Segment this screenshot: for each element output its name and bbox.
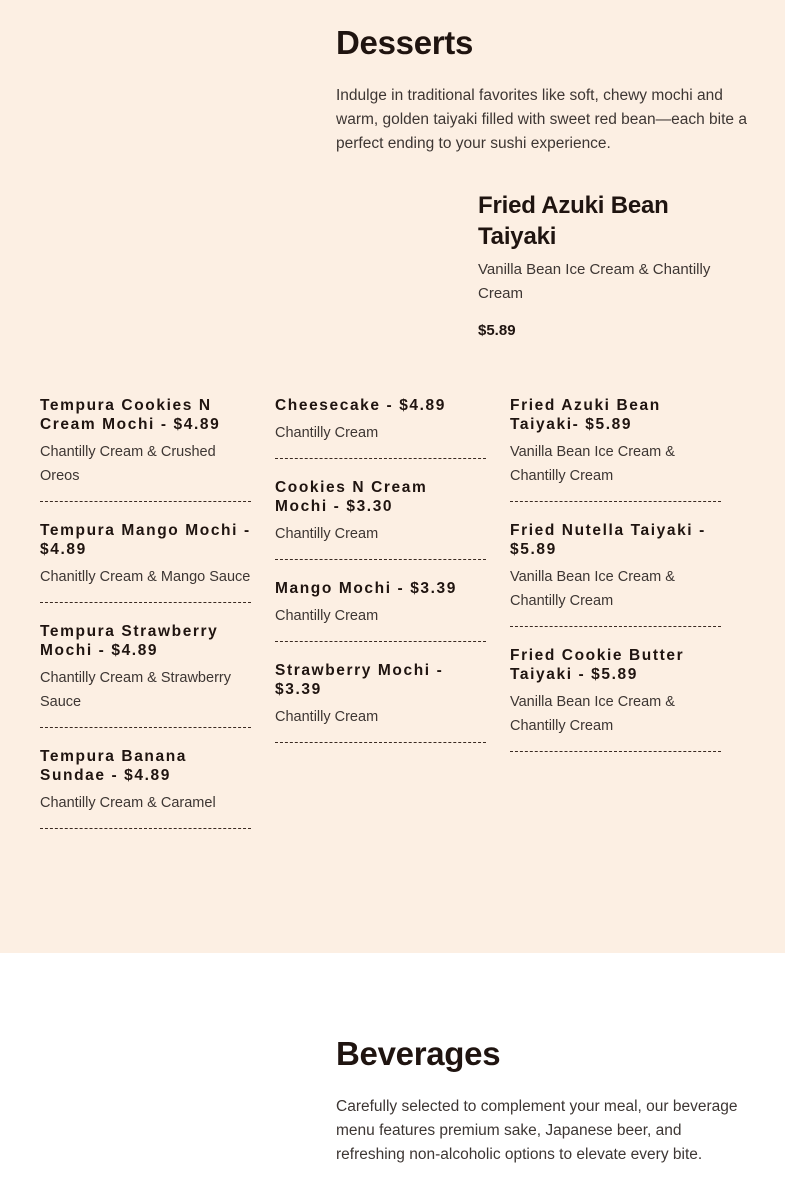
- menu-item-name: Mango Mochi - $3.39: [275, 580, 457, 597]
- beverages-intro: Carefully selected to complement your meal, our beverage menu features premium sake, Japanese beer, and refreshing non-alcoholic options to elevate every bite.: [336, 1098, 738, 1163]
- menu-item-name: Cheesecake - $4.89: [275, 397, 446, 414]
- desserts-intro: Indulge in traditional favorites like soft, chewy mochi and warm, golden taiyaki filled with sweet red bean—each bite a perfect ending to your sushi experience.: [336, 87, 747, 152]
- menu-item-name: Fried Azuki Bean Taiyaki- $5.89: [510, 397, 661, 433]
- menu-item-description: Chantilly Cream: [275, 608, 379, 624]
- menu-item-description: Vanilla Bean Ice Cream & Chantilly Cream: [510, 444, 675, 484]
- beverages-section: [0, 953, 785, 1181]
- menu-item-description: Chantilly Cream: [275, 526, 379, 542]
- dessert-column-1: [40, 396, 251, 848]
- menu-item: [275, 579, 486, 642]
- menu-item-description: Vanilla Bean Ice Cream & Chantilly Cream: [510, 569, 675, 609]
- menu-item-description: Chanitlly Cream & Mango Sauce: [40, 569, 251, 585]
- featured-dessert-name: Fried Azuki Bean Taiyaki: [478, 192, 669, 250]
- menu-item: [275, 661, 486, 743]
- menu-item-name: Strawberry Mochi - $3.39: [275, 662, 444, 698]
- menu-item-name: Cookies N Cream Mochi - $3.30: [275, 479, 428, 515]
- menu-item: [510, 646, 721, 752]
- menu-item-name: Tempura Cookies N Cream Mochi - $4.89: [40, 397, 221, 433]
- menu-item-description: Chantilly Cream: [275, 425, 379, 441]
- desserts-title: Desserts: [336, 24, 474, 61]
- menu-item-description: Chantilly Cream: [275, 709, 379, 725]
- dessert-column-3: [510, 396, 721, 771]
- menu-item-description: Chantilly Cream & Strawberry Sauce: [40, 670, 231, 710]
- menu-item: [275, 396, 486, 459]
- dessert-column-2: [275, 396, 486, 762]
- menu-item-description: Chantilly Cream & Caramel: [40, 795, 216, 811]
- menu-item-name: Tempura Mango Mochi - $4.89: [40, 522, 251, 558]
- menu-item: [40, 396, 251, 502]
- menu-item: [275, 478, 486, 560]
- menu-item-name: Fried Nutella Taiyaki - $5.89: [510, 522, 706, 558]
- menu-item: [510, 396, 721, 502]
- menu-item-description: Chantilly Cream & Crushed Oreos: [40, 444, 216, 484]
- menu-item-name: Tempura Banana Sundae - $4.89: [40, 748, 188, 784]
- featured-dessert: [478, 190, 753, 339]
- featured-dessert-description: Vanilla Bean Ice Cream & Chantilly Cream: [478, 261, 711, 302]
- menu-item: [40, 747, 251, 829]
- menu-item-description: Vanilla Bean Ice Cream & Chantilly Cream: [510, 694, 675, 734]
- featured-dessert-price: $5.89: [478, 322, 516, 339]
- beverages-title: Beverages: [336, 1035, 501, 1072]
- menu-item-name: Tempura Strawberry Mochi - $4.89: [40, 623, 219, 659]
- menu-item: [510, 521, 721, 627]
- menu-item: [40, 622, 251, 728]
- menu-item: [40, 521, 251, 603]
- menu-item-name: Fried Cookie Butter Taiyaki - $5.89: [510, 647, 685, 683]
